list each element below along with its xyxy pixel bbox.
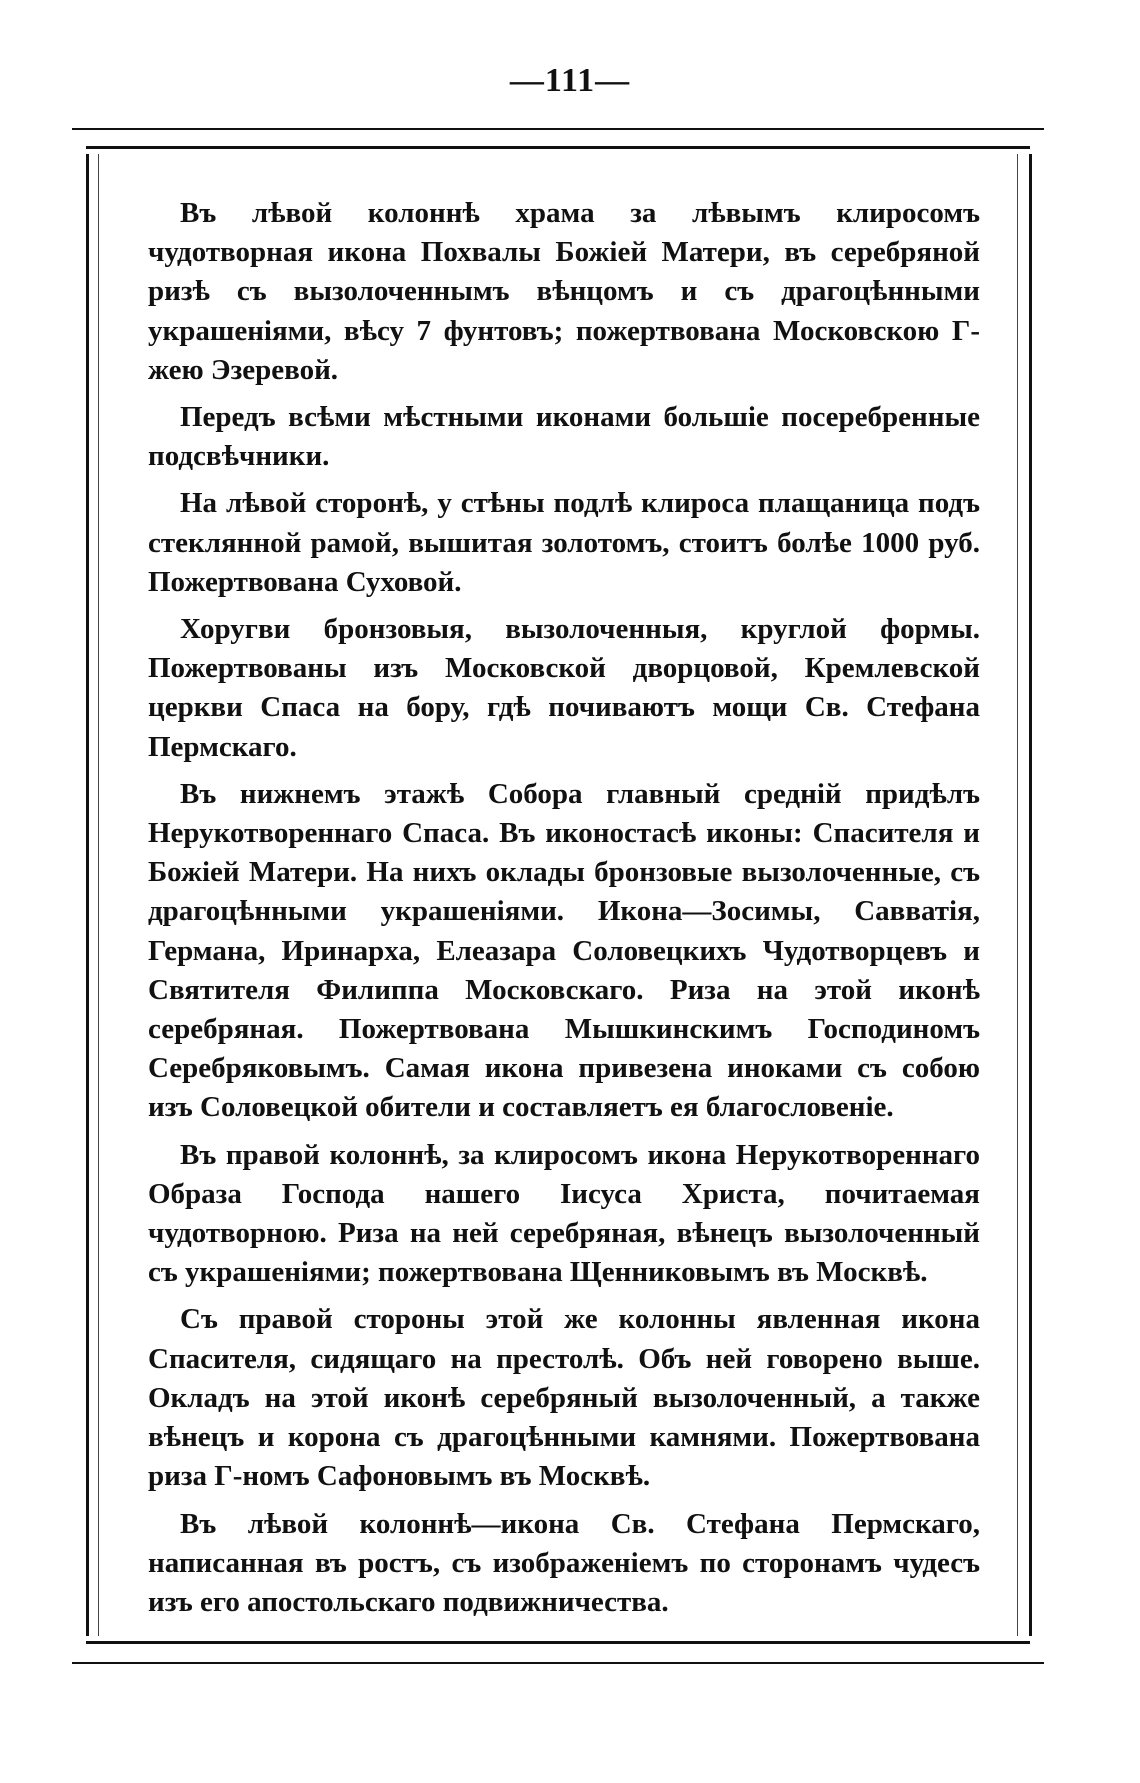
top-rule-outer [72,128,1044,130]
bottom-rule-inner [86,1641,1030,1644]
body-text [148,194,980,1630]
paragraph-left-column-icon: Въ лѣвой колоннѣ храма за лѣвымъ клиросомъ чудотворная икона Похвалы Божіей Матери, въ серебряной ризѣ съ вызолоченнымъ вѣнцомъ и съ драгоцѣнными украшеніями, вѣсу 7 фунтовъ; пожертвована Московскою Г-жею Эзеревой. [148,197,980,386]
paragraph-candlesticks: Передъ всѣми мѣстными иконами большіе посеребренные подсвѣчники. [148,401,980,473]
paragraph-savior-icon: Съ правой стороны этой же колонны явленная икона Спасителя, сидящаго на престолѣ. Объ ней говорено выше. Окладъ на этой иконѣ серебряный вызолоченный, а также вѣнецъ и корона съ драгоцѣнными камнями. Пожертвована риза Г-номъ Сафоновымъ въ Москвѣ. [148,1303,980,1493]
bottom-rule-outer [72,1662,1044,1664]
paragraph-right-column-icon: Въ правой колоннѣ, за клиросомъ икона Нерукотвореннаго Образа Господа нашего Іисуса Христа, почитаемая чудотворною. Риза на ней серебряная, вѣнецъ вызолоченный съ украшеніями; пожертвована Щенниковымъ въ Москвѣ. [148,1138,980,1289]
paragraph-shroud: На лѣвой сторонѣ, у стѣны подлѣ клироса плащаница подъ стеклянной рамой, вышитая золотомъ, стоитъ болѣе 1000 руб. Пожертвована Суховой. [148,487,980,598]
paragraph-banners: Хоругви бронзовыя, вызолоченныя, круглой формы. Пожертвованы изъ Московской дворцовой, Кремлевской церкви Спаса на бору, гдѣ почиваютъ мощи Св. Стефана Пермскаго. [148,613,980,763]
page-number: —111— [509,62,631,99]
paragraph-stephen-icon: Въ лѣвой колоннѣ—икона Св. Стефана Пермскаго, написанная въ ростъ, съ изображеніемъ по сторонамъ чудесъ изъ его апостольскаго подвижничества. [148,1507,980,1618]
paragraph-lower-floor: Въ нижнемъ этажѣ Собора главный средній придѣлъ Нерукотвореннаго Спаса. Въ иконостасѣ иконы: Спасителя и Божіей Матери. На нихъ оклады бронзовые вызолоченные, съ драгоцѣнными украшеніями. Икона—Зосимы, Савватія, Германа, Иринарха, Елеазара Соловецкихъ Чудотворцевъ и Святителя Филиппа Московскаго. Риза на этой иконѣ серебряная. Пожертвована Мышкинскимъ Господиномъ Серебряковымъ. Самая икона привезена иноками съ собою изъ Соловецкой обители и составляетъ ея благословеніе. [148,777,980,1124]
top-rule-inner [86,146,1030,149]
